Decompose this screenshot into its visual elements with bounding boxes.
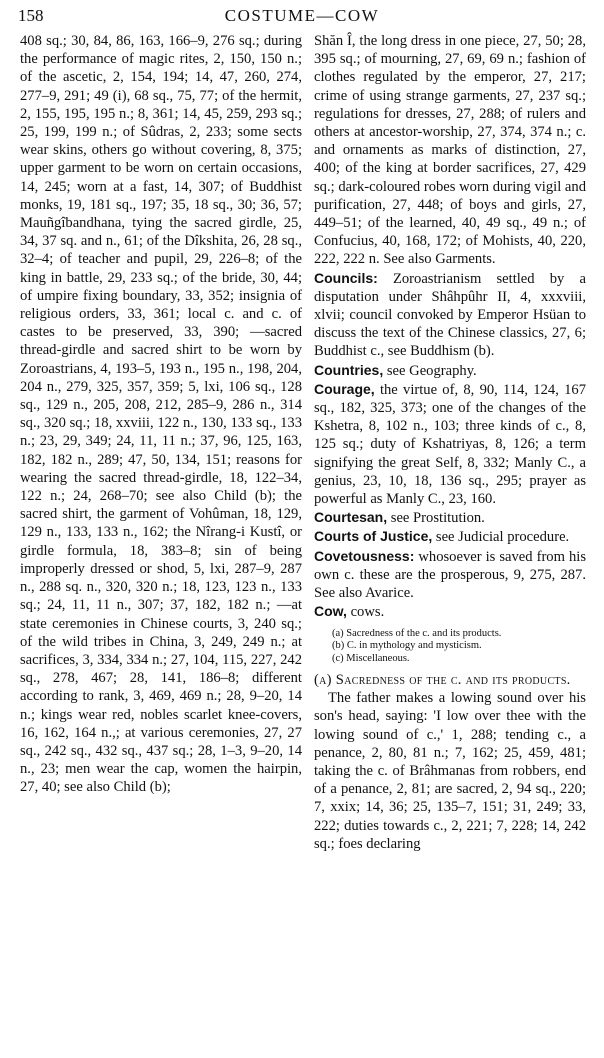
- entry-text: Zoroastrianism settled by a disputation under Shâhpûhr II, 4, xxxviii, xlvii; council convoked by Emperor Hsüan to discuss the text of the Chinese classics, 27, 6; Buddhist c., see Buddhism (b).: [314, 270, 586, 360]
- entry-headword: Councils:: [314, 269, 378, 286]
- entry-headword: Courage,: [314, 380, 375, 397]
- subsection-item: (b) C. in mythology and mysticism.: [332, 640, 482, 651]
- index-entry: [314, 269, 586, 361]
- index-entry: [314, 361, 586, 380]
- right-column: [314, 32, 586, 853]
- entry-headword: Covetousness:: [314, 547, 415, 564]
- entry-headword: Countries,: [314, 361, 384, 378]
- index-entry: [314, 527, 586, 546]
- entry-headword: Courts of Justice,: [314, 528, 433, 545]
- subsection-item: (c) Miscellaneous.: [332, 652, 410, 664]
- entry-headword: Courtesan,: [314, 509, 388, 526]
- page-number: 158: [18, 6, 44, 25]
- page-header: [18, 6, 586, 30]
- costume-entry-continuation-right: Shăn Î, the long dress in one piece, 27, 50; 28, 395 sq.; of mourning, 27, 69, 69 n.; fashion of clothes regulated by the emperor, 27, 217; crime of using strange garments, 27, 237 sq.; regulations for dresses, 27, 288; of rulers and others at ancestor-worship, 27, 374, 374 n.; c. and ornaments as marks of distinction, 27, 400; of the king at border sacrifices, 27, 429 sq.; dark-coloured robes worn during vigil and purification, 27, 448; of boys and girls, 27, 449–51; of the learned, 40, 49 sq., 49 n.; of Confucius, 40, 168, 172; of Mohists, 40, 220, 222, 222 n. See also Garments.: [314, 33, 586, 268]
- costume-entry-continuation: 408 sq.; 30, 84, 86, 163, 166–9, 276 sq.; during the performance of magic rites, 2, 150, 150 n.; of the ascetic, 2, 154, 194; 14, 47, 260, 274, 277–9, 291; 49 (i), 68 sq., 75, 77; of the hermit, 2, 155, 195, 195 n.; 8, 361; 14, 45, 259, 293 sq.; 25, 199, 199 n.; of Sûdras, 2, 233; some sects wear skins, others go without covering, 8, 375; upper garment to be worn on certain occasions, 14, 245; worn at a fast, 14, 307; of Buddhist monks, 19, 181 sq., 197; 35, 18 sq., 30; 36, 57; Mauñgîbandhana, tying the sacred girdle, 25, 34, 37 sq. and n., 61; of the Dîkshita, 26, 28 sq., 32–4; of teacher and pupil, 29, 226–8; of the king in battle, 29, 233 sq.; of the bride, 30, 44; of umpire fixing boundary, 33, 352; insignia of religious orders, 33, 361; local c. and c. of castes to be preserved, 33, 390; —sacred thread-girdle and sacred shirt to be worn by Zoroastrians, 4, 193–5, 193 n., 195 n., 198, 204, 204 n., 279, 325, 357, 359; 5, lxi, 106 sq., 128 sq., 129 n., 205, 208, 212, 285–9, 286 n., 314 sq., 320 sq.; 18, xxviii, 122 n., 130, 133 sq., 133 n.; 23, 29, 349; 24, 11, 11 n.; 37, 96, 125, 163, 182, 182 n., 289; 47, 50, 134, 151; reasons for wearing the sacred thread-girdle, 18, 122–34, 122 n.; 24, 268–70; see also Child (b); the sacred shirt, the garment of Vohûman, 18, 129, 129 n., 133, 133 n., 162; the Nîrang-i Kustî, or girdle formula, 18, 383–8; sin of being improperly dressed or shod, 5, lxi, 287–9, 287 n., 288 sq. n., 320, 320 n.; 18, 123, 123 n., 133 sq.; 24, 11, 11 n., 307; 37, 182, 182 n.; —at state ceremonies in Chinese courts, 3, 240 sq.; of the wild tribes in China, 3, 249, 249 n.; at sacrifices, 3, 334, 334 n.; 27, 104, 115, 227, 242 sq., 278, 467; 28, 141, 186–8; different according to rank, 3, 469, 469 n.; 28, 9–20, 14 n.; kings wear red, nobles scarlet knee-covers, 16, 162, 164 n.,; at various ceremonies, 27, 27 sq., 242 sq., 432 sq., 437 sq.; 28, 1–3, 9–20, 14 n., 23; men wear the cap, women the hairpin, 27, 40; see also Child (b);: [20, 33, 302, 796]
- entry-text: see Geography.: [383, 362, 477, 379]
- left-column: [20, 32, 302, 797]
- section-heading: (a) Sacredness of the c. and its products.: [314, 672, 571, 688]
- entry-text: whosoever is saved from his own c. these are the prosperous, 9, 275, 287. See also Avarice.: [314, 548, 586, 602]
- subsection-list: [332, 628, 586, 666]
- index-entry: [314, 380, 586, 508]
- running-title: COSTUME—COW: [224, 6, 380, 25]
- entry-text: see Prostitution.: [387, 510, 485, 527]
- subsection-item: (a) Sacredness of the c. and its products.: [332, 627, 502, 639]
- entry-text: see Judicial procedure.: [432, 529, 570, 546]
- index-entry: [314, 547, 586, 603]
- entry-text: cows.: [346, 604, 385, 621]
- section-text: The father makes a lowing sound over his son's head, saying: 'I low over thee with the lowing sound of c.,' 1, 288; tending c., a penance, 2, 80, 81 n.; 7, 162; 25, 459, 481; taking the c. of Brâhmanas from robbers, end of a penance, 2, 81; are sacred, 2, 94 sq., 220; 7, xxix; 14, 36; 25, 135–7, 151; 31, 249; 33, 222; duties towards c., 2, 221; 7, 228; 14, 242 sq.; foes declaring: [314, 690, 586, 852]
- index-entry: [314, 602, 586, 621]
- index-entry: [314, 508, 586, 527]
- entry-headword: Cow,: [314, 603, 347, 620]
- entry-text: the virtue of, 8, 90, 114, 124, 167 sq., 182, 325, 373; one of the changes of the Kshetra, 8, 102 n., 103; three kinds of c., 8, 125 sq.; duty of Kshatriyas, 8, 126; a term signifying the great Self, 8, 332; Manly C., a genius, 23, 10, 18, 136 sq., 295; prayer as powerful as Manly C., 23, 160.: [314, 381, 586, 508]
